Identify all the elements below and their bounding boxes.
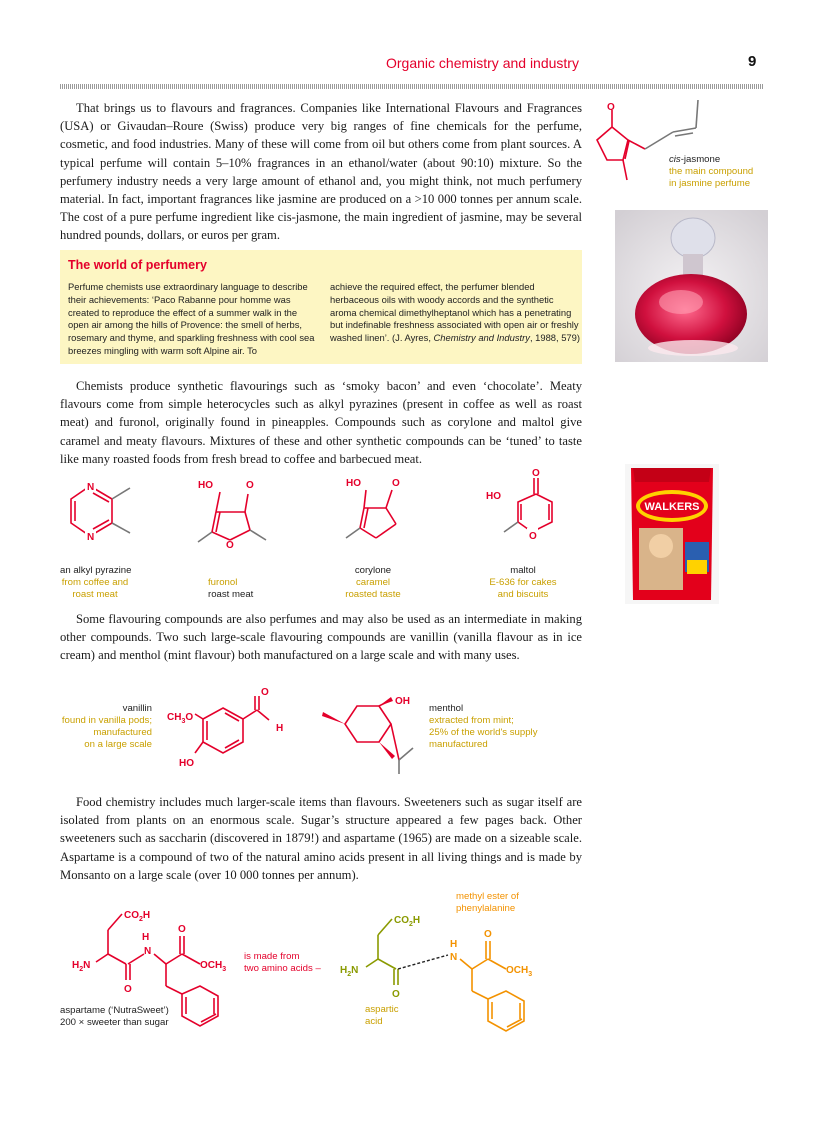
pyrazine-caption-line1: from coffee and: [61, 577, 129, 588]
aspartame-caption: 200 × sweeter than sugar: [60, 1017, 169, 1028]
header-rule: [60, 84, 764, 89]
jasmone-caption-line1: the main compound: [669, 166, 754, 177]
box-citation-end: , 1988, 579): [529, 332, 580, 344]
aspartame-h2n-sub: 2: [79, 966, 84, 973]
corylone-name: corylone: [354, 565, 392, 576]
maltol-structure: [484, 466, 564, 562]
vanillin-o-label: O: [261, 687, 269, 698]
vanillin-structure: [165, 686, 295, 776]
paragraph-synthetic-flavourings: Chemists produce synthetic flavourings such as ‘smoky bacon’ and even ‘chocolate’. Meaty flavours come from simple heterocycles such as alkyl pyrazines (present in coffee as well as roast meat) and furonol, originally found in pineapples. Compounds such as corylone and maltol give caramel and meaty flavours. Mixtures of these and other synthetic compounds can be ‘tuned’ to taste like many roasted foods from fresh bread to coffee and barbecued meat.: [60, 379, 582, 466]
phenylalanine-label-line1: methyl ester of: [456, 891, 519, 902]
menthol-structure: [315, 690, 425, 780]
vanillin-ch3o-sub: 3: [181, 718, 186, 725]
jasmone-caption-line2: in jasmine perfume: [669, 178, 751, 189]
vanillin-ch3o-main: CH: [167, 712, 182, 723]
aspartame-o-amide: O: [124, 984, 132, 995]
furonol-o-ring: O: [226, 540, 234, 551]
perfumery-box: [60, 250, 582, 364]
pyrazine-structure: [60, 476, 140, 562]
vanillin-name: vanillin: [122, 703, 152, 714]
maltol-o-ring: O: [529, 531, 537, 542]
aspartic-h2n-label: [340, 965, 358, 978]
aspartic-h2n-main: H: [340, 965, 348, 976]
aspartic-co2h-label: [394, 915, 420, 928]
aspartic-acid-label-line1: aspartic: [365, 1004, 399, 1015]
aspartame-n-label: N: [144, 946, 152, 957]
maltol-o-carbonyl: O: [532, 468, 540, 479]
maltol-caption-line2: and biscuits: [497, 589, 549, 600]
pyrazine-name: an alkyl pyrazine: [60, 565, 132, 576]
menthol-caption-line1: extracted from mint;: [429, 715, 514, 726]
aspartic-co2h-sub: 2: [409, 921, 413, 928]
walkers-brand-label: WALKERS: [644, 501, 700, 513]
phenyl-h-label: H: [450, 939, 458, 950]
made-from-line1: is made from: [244, 951, 300, 962]
running-head: Organic chemistry and industry: [386, 55, 579, 71]
aspartame-co2h-main: CO: [124, 910, 139, 921]
aspartame-och3-main: OCH: [200, 960, 223, 971]
aspartame-co2h-label: [124, 910, 150, 923]
box-journal: Chemistry and Industry: [433, 332, 530, 344]
aspartame-h2n-label: [72, 960, 90, 973]
made-from-line2: two amino acids –: [244, 963, 321, 974]
maltol-caption-line1: E-636 for cakes: [489, 577, 557, 588]
menthol-caption-line2: 25% of the world's supply: [429, 727, 538, 738]
corylone-o-label: O: [392, 478, 400, 489]
box-title: The world of perfumery: [68, 258, 207, 272]
perfume-bottle-photo: [615, 210, 768, 362]
menthol-name: menthol: [429, 703, 464, 714]
aspartame-o-ester: O: [178, 924, 186, 935]
phenylalanine-label-line2: phenylalanine: [456, 903, 516, 914]
vanillin-caption-line1: found in vanilla pods;: [61, 715, 152, 726]
walkers-crisps-photo: [625, 464, 719, 604]
corylone-caption-line2: roasted taste: [345, 589, 401, 600]
corylone-structure: [340, 476, 420, 566]
phenyl-och3-main: OCH: [506, 965, 529, 976]
paragraph-flavours-fragrances: That brings us to flavours and fragrances. Companies like International Flavours and Fragrances (USA) or Givaudan–Roure (Swiss) produce very big ranges of fine chemicals for the perfume, cosmetic, and food industries. Many of these will come from oil but others come from plant sources. A typical perfume will contain 5–10% fragrances in an ethanol/water (about 90:10) mixture. So the perfumery industry needs a very large amount of ethanol and, you might think, not much perfumery material. In fact, important fragrances like jasmine are produced on a >10 000 tonnes per annum scale. The cost of a pure perfume ingredient like cis-jasmone, the main ingredient of jasmine, may be several hundred pounds, dollars, or euros per gram.: [60, 101, 582, 243]
furonol-o-carbonyl: O: [246, 480, 254, 491]
aspartame-h-label: H: [142, 932, 150, 943]
phenyl-n-label: N: [450, 952, 458, 963]
phenyl-och3-sub: 3: [528, 971, 533, 978]
aspartame-name: aspartame (‘NutraSweet’): [60, 1005, 169, 1016]
aspartic-h2n-end: N: [351, 965, 359, 976]
box-text-left: Perfume chemists use extraordinary language to describe their achievements: ‘Paco Rabanne pour homme was created to reproduce the effect of a summer walk in the open air among the hills of Provence: the smell of herbs, rosemary and thyme, and sparkling freshness with cool sea breezes mingling with warm soft Alpine air. To: [68, 281, 315, 356]
paragraph-food-chemistry: Food chemistry includes much larger-scale items than flavours. Sweeteners such as sugar itself are isolated from plants on an enormous scale. Sugar’s structure appeared a few pages back. Other sweeteners such as saccharin (discovered in 1879!) and aspartame (1965) are made on a sizeable scale. Aspartame is a compound of two of the natural amino acids present in all living things and is made by Monsanto on a large scale (over 10 000 tonnes per annum).: [60, 795, 582, 882]
aspartic-o-label: O: [392, 989, 400, 1000]
box-text-right: [330, 281, 580, 345]
aspartame-och3-label: [200, 960, 226, 973]
vanillin-ch3o-label: [167, 712, 193, 725]
furonol-structure: [190, 476, 280, 566]
phenyl-och3-label: [506, 965, 532, 978]
pyrazine-n-bottom: N: [87, 532, 95, 543]
pyrazine-caption-line2: roast meat: [72, 589, 118, 600]
maltol-name: maltol: [510, 565, 536, 576]
page-number: 9: [748, 53, 757, 70]
aspartame-h2n-main: H: [72, 960, 80, 971]
jasmone-name: [669, 154, 720, 167]
aspartame-co2h-sub: 2: [139, 916, 143, 923]
vanillin-ch3o-end: O: [185, 712, 194, 723]
aspartame-h2n-end: N: [83, 960, 91, 971]
vanillin-h-label: H: [276, 723, 284, 734]
menthol-oh-label: OH: [395, 696, 410, 707]
phenyl-o-label: O: [484, 929, 492, 940]
jasmone-name-rest: -jasmone: [680, 154, 721, 165]
pyrazine-n-top: N: [87, 482, 95, 493]
aspartic-h2n-sub: 2: [347, 971, 352, 978]
aspartic-co2h-main: CO: [394, 915, 409, 926]
vanillin-ho-label: HO: [179, 758, 194, 769]
furonol-caption: roast meat: [208, 589, 254, 600]
furonol-ho-label: HO: [198, 480, 213, 491]
corylone-ho-label: HO: [346, 478, 361, 489]
aspartame-co2h-end: H: [142, 910, 151, 921]
box-text-right-body: achieve the required effect, the perfumer blended herbaceous oils with woody accords and the synthetic aroma chemical dimethylheptanol which has a penetrating but indefinable freshness associated with open air or freshly washed linen’. (J. Ayres,: [330, 281, 579, 344]
vanillin-caption-line2: manufactured: [93, 727, 152, 738]
jasmone-cis-prefix: cis: [669, 154, 681, 165]
corylone-caption-line1: caramel: [355, 577, 391, 588]
aspartic-co2h-end: H: [412, 915, 421, 926]
aspartame-och3-sub: 3: [222, 966, 227, 973]
furonol-name: furonol: [208, 577, 238, 588]
jasmone-o-label: O: [607, 102, 615, 113]
vanillin-caption-line3: on a large scale: [84, 739, 152, 750]
paragraph-flavour-intermediates: Some flavouring compounds are also perfumes and may also be used as an intermediate in making other compounds. Two such large-scale flavouring compounds are vanillin (vanilla flavour as in ice cream) and menthol (mint flavour) both manufactured on a large scale and with many uses.: [60, 612, 582, 663]
aspartic-acid-label-line2: acid: [365, 1016, 383, 1027]
menthol-caption-line3: manufactured: [429, 739, 488, 750]
maltol-ho-label: HO: [486, 491, 501, 502]
